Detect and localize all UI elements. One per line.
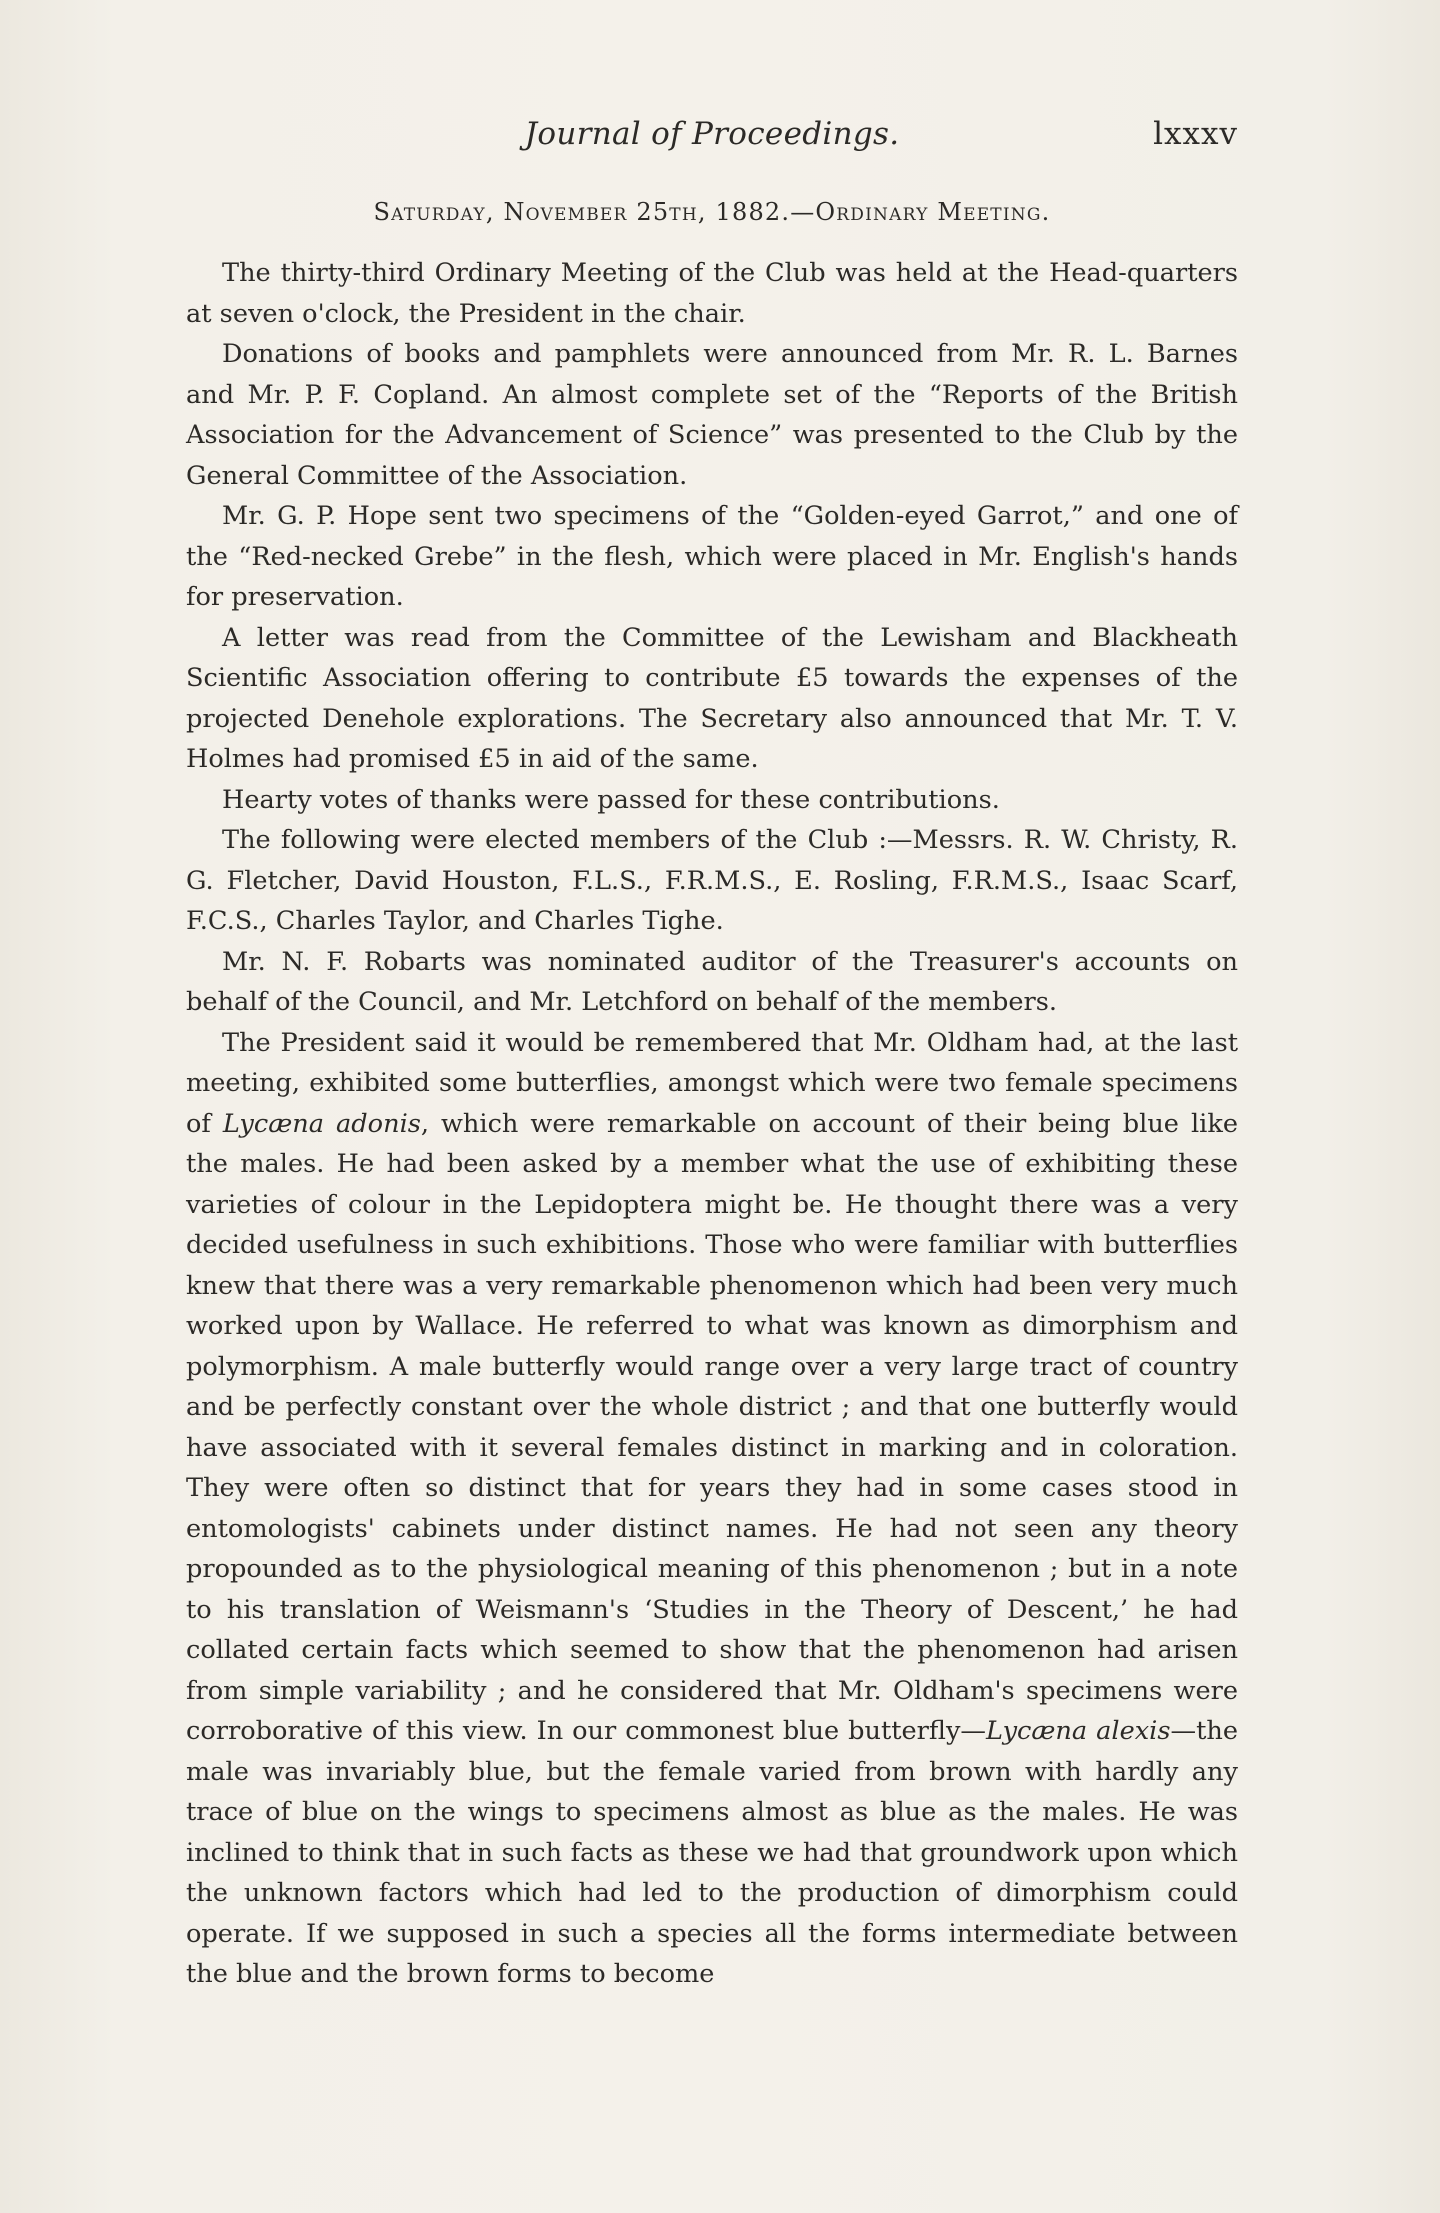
paragraph-donations: Donations of books and pamphlets were announced from Mr. R. L. Barnes and Mr. P. F. Copland. An almost complete set of the “Reports of the British Association for the Advancement of Science” was presented to the Club by the General Committee of the Association. (186, 339, 1238, 491)
species-name-lycaena-alexis: Lycæna alexis (986, 1716, 1171, 1746)
paragraph-new-members: The following were elected members of the Club :—Messrs. R. W. Christy, R. G. Fletcher, David Houston, F.L.S., F.R.M.S., E. Rosling, F.R.M.S., Isaac Scarf, F.C.S., Charles Taylor, and Charles Tighe. (186, 825, 1238, 936)
paragraph-presidents-remarks (186, 1023, 1238, 1995)
page-header (186, 108, 1238, 160)
remarks-text-part-2: , which were remarkable on account of their being blue like the males. He had been asked by a member what the use of exhibiting these varieties of colour in the Lepidoptera might be. He thought there was a very decided usefulness in such exhibitions. Those who were familiar with butterflies knew that there was a very remarkable phenomenon which had been very much worked upon by Wallace. He referred to what was known as dimorphism and polymorphism. A male butterfly would range over a very large tract of country and be perfectly constant over the whole district ; and that one butterfly would have associated with it several females distinct in marking and in coloration. They were often so distinct that for years they had in some cases stood in entomologists' cabinets under distinct names. He had not seen any theory propounded as to the physiological meaning of this phenomenon ; but in a note to his translation of Weismann's ‘Studies in the Theory of Descent,’ he had collated certain facts which seemed to show that the phenomenon had arisen from simple variability ; and he considered that Mr. Oldham's specimens were corroborative of this view. In our commonest blue butterfly— (186, 1108, 1238, 1746)
page-number: lxxxv (1153, 116, 1238, 152)
running-title: Journal of Proceedings. (524, 116, 900, 152)
remarks-text-part-1: The President said it would be remembered that Mr. Oldham had, at the last meeting, exhibited some butterflies, amongst which were two female specimens of (186, 1027, 1238, 1139)
remarks-text-part-3: —the male was invariably blue, but the female varied from brown with hardly any trace of blue on the wings to specimens almost as blue as the males. He was inclined to think that in such facts as these we had that groundwork upon which the unknown factors which had led to the production of dimorphism could operate. If we supposed in such a species all the forms intermediate between the blue and the brown forms to become (186, 1716, 1238, 1989)
species-name-lycaena-adonis: Lycæna adonis (222, 1108, 421, 1139)
paragraph-thanks: Hearty votes of thanks were passed for these contributions. (222, 784, 1000, 815)
section-heading: Saturday, November 25th, 1882.—Ordinary Meeting. (373, 198, 1051, 226)
paragraph-meeting-opening: The thirty-third Ordinary Meeting of the Club was held at the Head-quarters at seven o'clock, the President in the chair. (186, 258, 1238, 329)
page-content (186, 195, 1238, 1995)
paragraph-specimens: Mr. G. P. Hope sent two specimens of the “Golden-eyed Garrot,” and one of the “Red-necked Grebe” in the flesh, which were placed in Mr. English's hands for preservation. (186, 501, 1238, 612)
paragraph-auditors: Mr. N. F. Robarts was nominated auditor of the Treasurer's accounts on behalf of the Council, and Mr. Letchford on behalf of the members. (186, 946, 1238, 1017)
paragraph-letter: A letter was read from the Committee of the Lewisham and Blackheath Scientific Association offering to contribute £5 towards the expenses of the projected Denehole explorations. The Secretary also announced that Mr. T. V. Holmes had promised £5 in aid of the same. (186, 622, 1238, 774)
